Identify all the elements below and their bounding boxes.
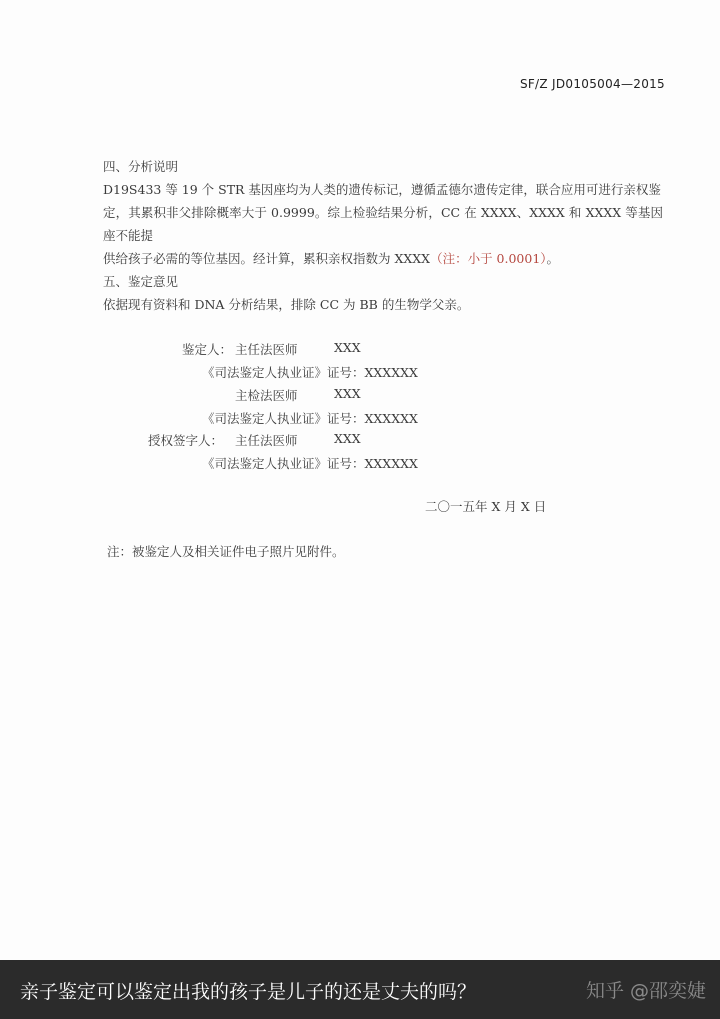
caption-text: 亲子鉴定可以鉴定出我的孩子是儿子的还是丈夫的吗？ (20, 981, 477, 1003)
signer-name: XXX (334, 431, 361, 446)
analysis-line: D19S433 等 19 个 STR 基因座均为人类的遗传标记，遵循孟德尔遗传定律，联合应用可进行亲权鉴 (103, 182, 661, 197)
caption-bar (0, 960, 720, 1019)
section-heading: 四、分析说明 (103, 159, 179, 174)
signer-title: 主任法医师 (235, 433, 298, 448)
authorized-signer-label: 授权签字人： (148, 433, 224, 448)
appraiser-name: XXX (334, 340, 361, 355)
certificate-number: 《司法鉴定人执业证》证号：XXXXXX (202, 411, 418, 426)
section-opinion (103, 270, 663, 316)
section-heading: 五、鉴定意见 (103, 274, 179, 289)
appraiser-label: 鉴定人： (182, 342, 233, 357)
appraiser-name: XXX (334, 386, 361, 401)
red-annotation: （注：小于 0.0001） (430, 251, 547, 266)
certificate-number: 《司法鉴定人执业证》证号：XXXXXX (202, 456, 418, 471)
analysis-line (103, 247, 663, 270)
certificate-number: 《司法鉴定人执业证》证号：XXXXXX (202, 365, 418, 380)
opinion-text: 依据现有资料和 DNA 分析结果，排除 CC 为 BB 的生物学父亲。 (103, 297, 470, 312)
watermark: 知乎 @邵奕婕 (585, 980, 706, 1002)
analysis-text: 供给孩子必需的等位基因。经计算，累积亲权指数为 XXXX (103, 251, 431, 266)
report-date: 二〇一五年 X 月 X 日 (425, 499, 547, 514)
appraiser-title: 主检法医师 (235, 388, 298, 403)
sentence-end: 。 (546, 251, 560, 266)
section-analysis (103, 155, 663, 270)
analysis-line: 定，其累积非父排除概率大于 0.9999。综上检验结果分析，CC 在 XXXX、XXXX 和 XXXX 等基因座不能提 (103, 205, 663, 243)
analysis-paragraph (103, 178, 663, 270)
footnote: 注：被鉴定人及相关证件电子照片见附件。 (107, 544, 345, 559)
appraiser-title: 主任法医师 (235, 342, 298, 357)
document-code: SF/Z JD0105004—2015 (519, 77, 665, 91)
